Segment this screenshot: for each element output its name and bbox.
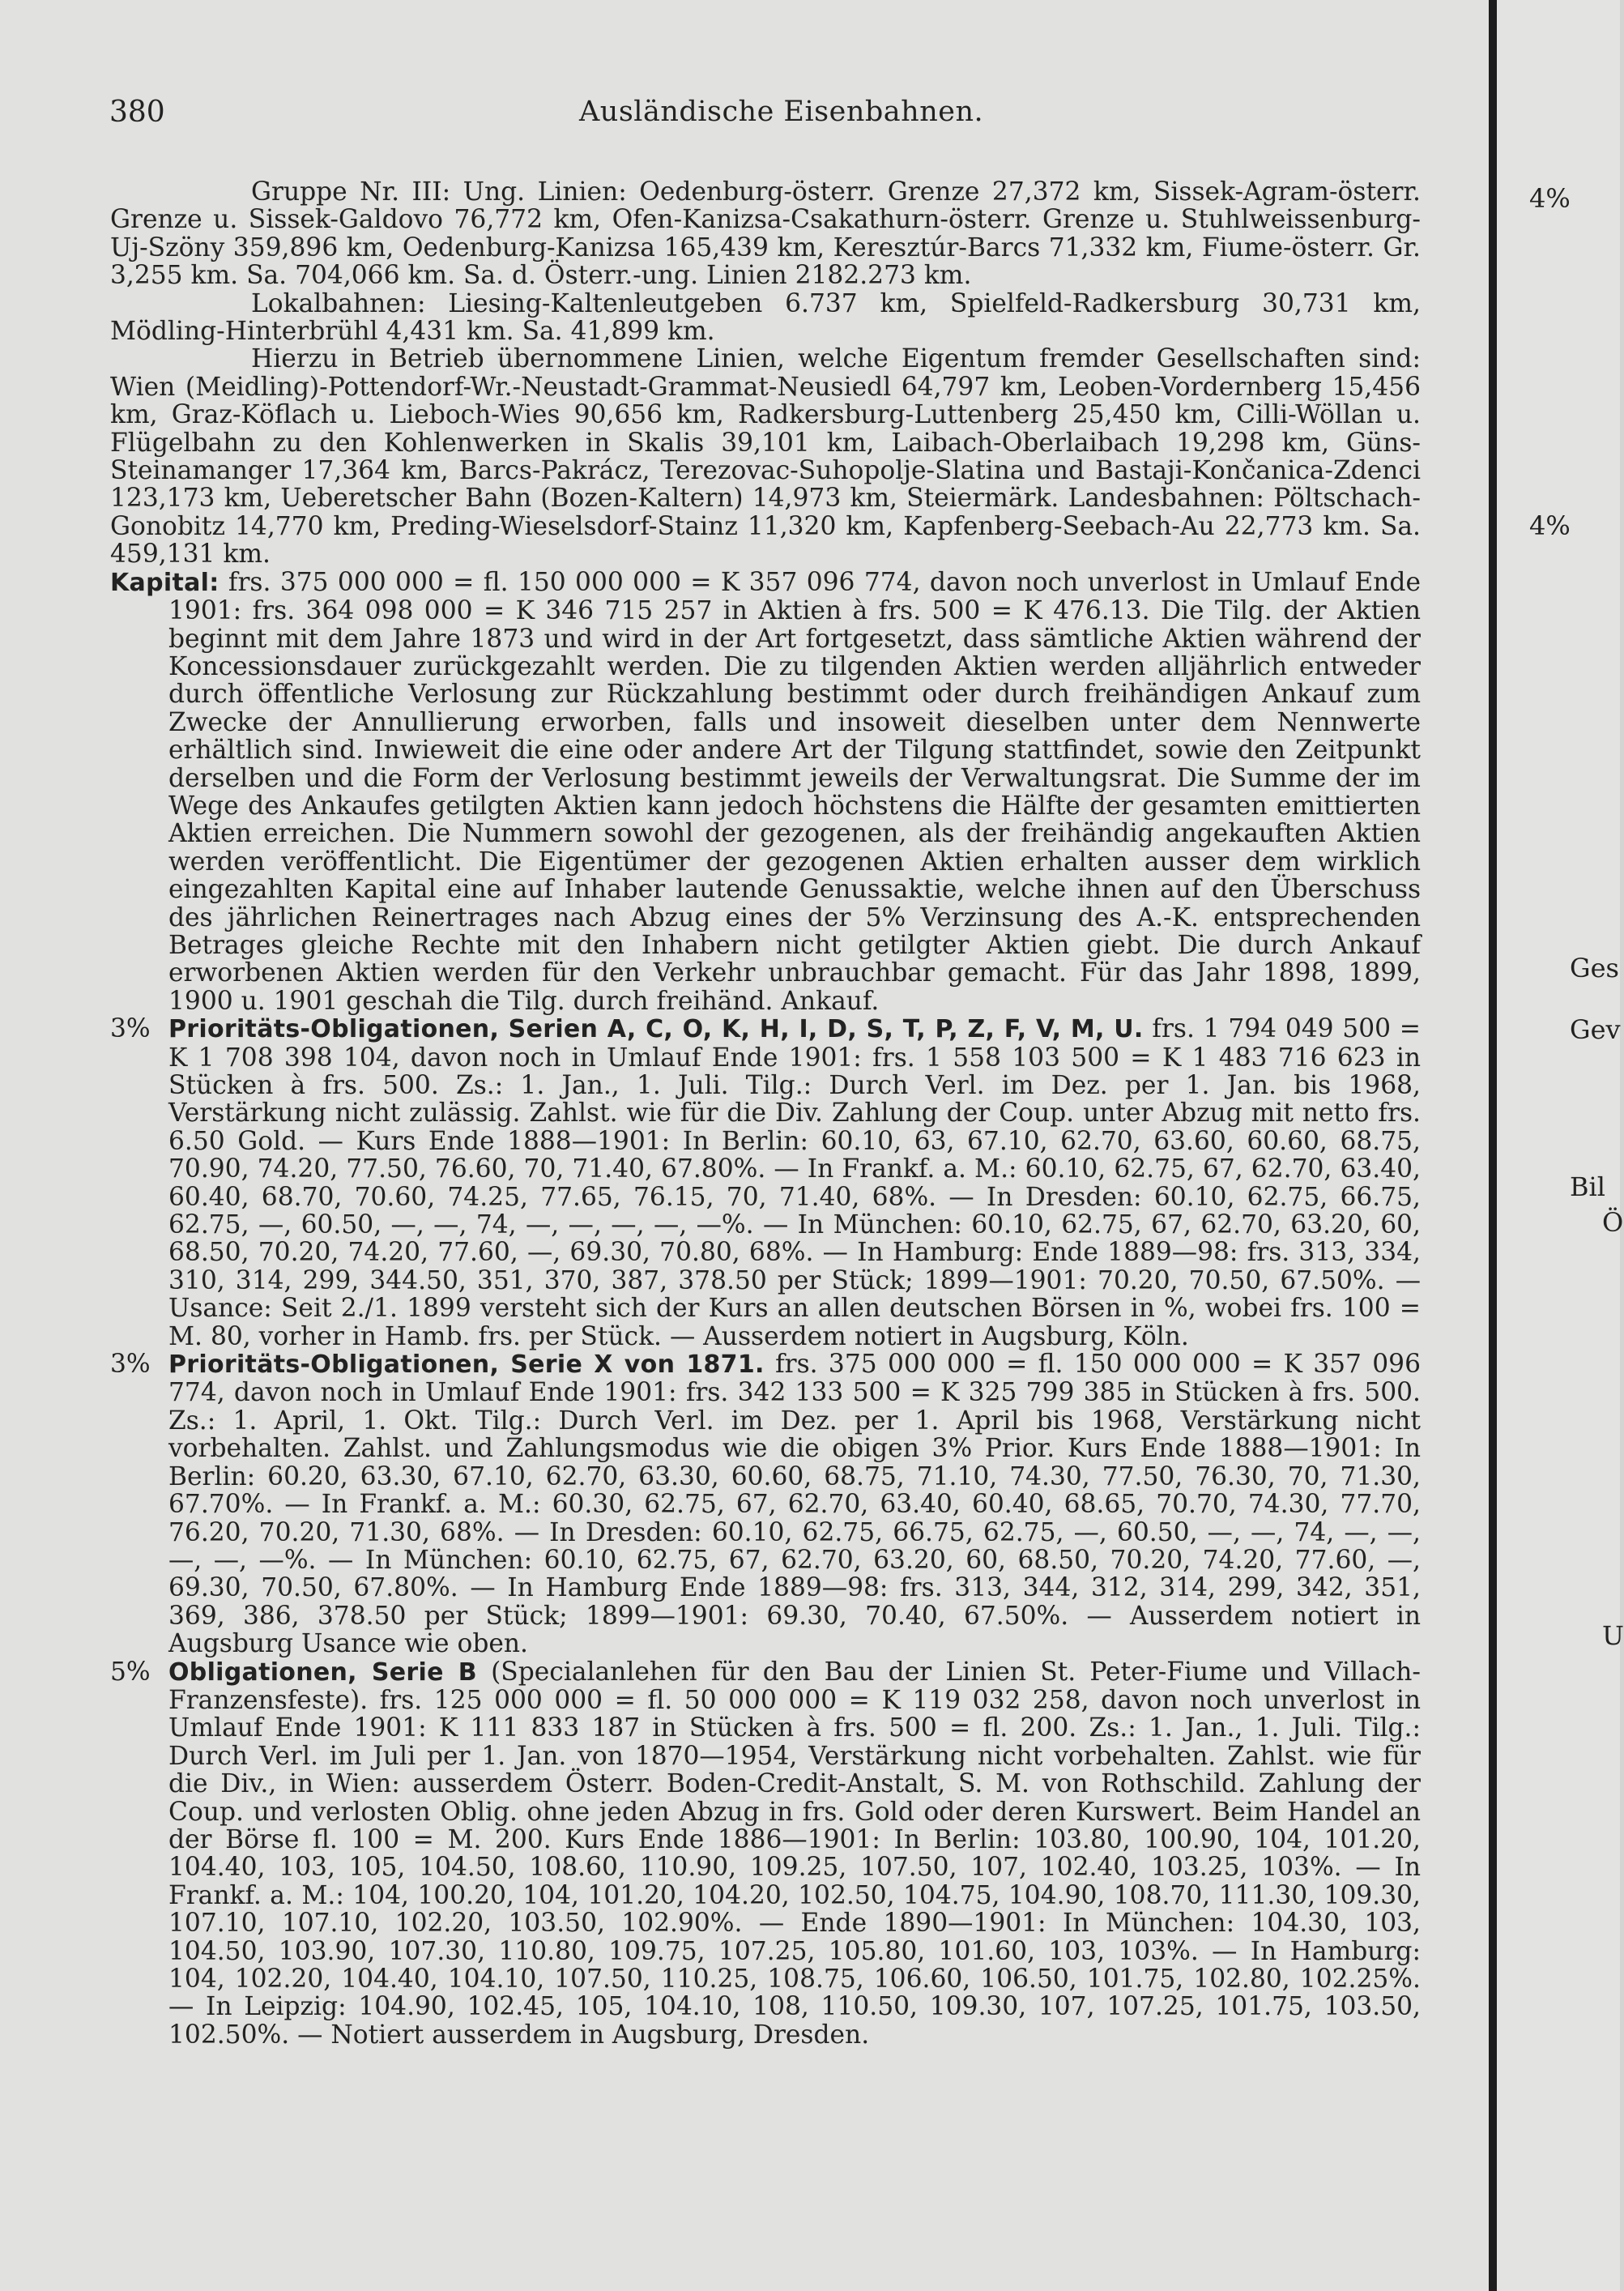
running-head: Ausländische Eisenbahnen. xyxy=(579,96,984,128)
prio2-rate: 3% xyxy=(110,1350,151,1380)
section-prioritaets-obligationen-serie-x xyxy=(110,1350,1421,1657)
page-body xyxy=(110,178,1421,2049)
oblig-text: (Specialanlehen für den Bau der Linien St. Peter-Fiume und Villach-Franzensfeste). frs. 125 000 000 = fl. 50 000 000 = K 119 032 258, davon noch unverlost in Umlauf Ende 1901: K 111 833 187 in Stücken à frs. 500 = fl. 200. Zs.: 1. Jan., 1. Juli. Tilg.: Durch Verl. im Juli per 1. Jan. von 1870—1954, Verstärkung nicht vorbehalten. Zahlst. wie für die Div., in Wien: ausserdem Österr. Boden-Credit-Anstalt, S. M. von Rothschild. Zahlung der Coup. und verlosten Oblig. ohne jeden Abzug in frs. Gold oder deren Kurswert. Beim Handel an der Börse fl. 100 = M. 200. Kurs Ende 1886—1901: In Berlin: 103.80, 100.90, 104, 101.20, 104.40, 103, 105, 104.50, 108.60, 110.90, 109.25, 107.50, 107, 102.40, 103.25, 103%. — In Frankf. a. M.: 104, 100.20, 104, 101.20, 104.20, 102.50, 104.75, 104.90, 108.70, 111.30, 109.30, 107.10, 107.10, 102.20, 103.50, 102.90%. — Ende 1890—1901: In München: 104.30, 103, 104.50, 103.90, 107.30, 110.80, 109.75, 107.25, 105.80, 101.60, 103, 103%. — In Hamburg: 104, 102.20, 104.40, 104.10, 107.50, 110.25, 108.75, 106.60, 106.50, 101.75, 102.80, 102.25%. — In Leipzig: 104.90, 102.45, 105, 104.10, 108, 110.50, 109.30, 107, 107.25, 101.75, 103.50, 102.50%. — Notiert ausserdem in Augsburg, Dresden. xyxy=(168,1657,1422,2050)
prio2-label: Prioritäts-Obligationen, Serie X von 1871. xyxy=(168,1350,765,1380)
next-page-fragment: 4% xyxy=(1529,510,1571,541)
next-page-fragment: Bil xyxy=(1570,1171,1605,1202)
page-number: 380 xyxy=(109,96,165,129)
paragraph-lokalbahnen: Lokalbahnen: Liesing-Kaltenleutgeben 6.737 km, Spielfeld-Radkersburg 30,731 km, Mödling-Hinterbrühl 4,431 km. Sa. 41,899 km. xyxy=(110,288,1421,347)
oblig-rate: 5% xyxy=(110,1657,151,1687)
next-page-fragment: U xyxy=(1602,1620,1624,1651)
next-page-fragment: 4% xyxy=(1529,183,1571,214)
adjacent-page-edge xyxy=(1497,0,1624,2291)
prio1-rate: 3% xyxy=(110,1014,151,1044)
prio1-text: frs. 1 794 049 500 = K 1 708 398 104, davon noch in Umlauf Ende 1901: frs. 1 558 103 500 = K 1 483 716 623 in Stücken à frs. 500. Zs.: 1. Jan., 1. Juli. Tilg.: Durch Verl. im Dez. per 1. Jan. bis 1968, Verstärkung nicht zulässig. Zahlst. wie für die Div. Zahlung der Coup. unter Abzug mit netto frs. 6.50 Gold. — Kurs Ende 1888—1901: In Berlin: 60.10, 63, 67.10, 62.70, 63.60, 60.60, 68.75, 70.90, 74.20, 77.50, 76.60, 70, 71.40, 67.80%. — In Frankf. a. M.: 60.10, 62.75, 67, 62.70, 63.40, 60.40, 68.70, 70.60, 74.25, 77.65, 76.15, 70, 71.40, 68%. — In Dresden: 60.10, 62.75, 66.75, 62.75, —, 60.50, —, —, 74, —, —, —, —, —%. — In München: 60.10, 62.75, 67, 62.70, 63.20, 60, 68.50, 70.20, 74.20, 77.60, —, 69.30, 70.80, 68%. — In Hamburg: Ende 1889—98: frs. 313, 334, 310, 314, 299, 344.50, 351, 370, 387, 378.50 per Stück; 1899—1901: 70.20, 70.50, 67.50%. — Usance: Seit 2./1. 1899 versteht sich der Kurs an allen deutschen Börsen in %, wobei frs. 100 = M. 80, vorher in Hamb. frs. per Stück. — Ausserdem notiert in Augsburg, Köln. xyxy=(168,1014,1422,1351)
section-prioritaets-obligationen-serien xyxy=(110,1015,1421,1350)
paragraph-gruppe: Gruppe Nr. III: Ung. Linien: Oedenburg-österr. Grenze 27,372 km, Sissek-Agram-österr. Grenze u. Sissek-Galdovo 76,772 km, Ofen-Kanizsa-Csakathurn-österr. Grenze u. Stuhlweissenburg-Uj-Szöny 359,896 km, Oedenburg-Kanizsa 165,439 km, Keresztúr-Barcs 71,332 km, Fiume-österr. Gr. 3,255 km. Sa. 704,066 km. Sa. d. Österr.-ung. Linien 2182.273 km. xyxy=(110,177,1421,291)
book-gutter xyxy=(1489,0,1497,2291)
kapital-text: frs. 375 000 000 = fl. 150 000 000 = K 357 096 774, davon noch unverlost in Umlauf Ende 1901: frs. 364 098 000 = K 346 715 257 in Aktien à frs. 500 = K 476.13. Die Tilg. der Aktien beginnt mit dem Jahre 1873 und wird in der Art fortgesetzt, dass sämtliche Aktien während der Koncessionsdauer zurückgezahlt werden. Die zu tilgenden Aktien werden alljährlich entweder durch öffentliche Verlosung zur Rückzahlung bestimmt oder durch freihändigen Ankauf zum Zwecke der Annullierung erworben, falls und insoweit dieselben unter dem Nennwerte erhältlich sind. Inwieweit die eine oder andere Art der Tilgung stattfindet, sowie den Zeitpunkt derselben und die Form der Verlosung bestimmt jeweils der Verwaltungsrat. Die Summe der im Wege des Ankaufes getilgten Aktien kann jedoch höchstens die Hälfte der gesamten emittierten Aktien erreichen. Die Nummern sowohl der gezogenen, als der freihändig angekauften Aktien werden veröffentlicht. Die Eigentümer der gezogenen Aktien erhalten ausser dem wirklich eingezahlten Kapital eine auf Inhaber lautende Genussaktie, welche ihnen auf den Überschuss des jährlichen Reinertrages nach Abzug eines der 5% Verzinsung des A.-K. entsprechenden Betrages gleiche Rechte mit den Inhabern nicht getilgter Aktien giebt. Die durch Ankauf erworbenen Aktien werden für den Verkehr unbrauchbar gemacht. Für das Jahr 1898, 1899, 1900 u. 1901 geschah die Tilg. durch freihänd. Ankauf. xyxy=(168,567,1421,1016)
section-kapital xyxy=(110,569,1421,1016)
oblig-label: Obligationen, Serie B xyxy=(168,1657,477,1687)
kapital-label: Kapital: xyxy=(110,568,220,597)
section-obligationen-serie-b xyxy=(110,1658,1421,2050)
prio1-label: Prioritäts-Obligationen, Serien A, C, O, K, H, I, D, S, T, P, Z, F, V, M, U. xyxy=(168,1015,1144,1044)
paragraph-hierzu: Hierzu in Betrieb übernommene Linien, welche Eigentum fremder Gesellschaften sind: Wien (Meidling)-Pottendorf-Wr.-Neustadt-Grammat-Neusiedl 64,797 km, Leoben-Vordernberg 15,456 km, Graz-Köflach u. Lieboch-Wies 90,656 km, Radkersburg-Luttenberg 25,450 km, Cilli-Wöllan u. Flügelbahn zu den Kohlenwerken in Skalis 39,101 km, Laibach-Oberlaibach 19,298 km, Güns-Steinamanger 17,364 km, Barcs-Pakrácz, Terezovac-Suhopolje-Slatina und Bastaji-Končanica-Zdenci 123,173 km, Ueberetscher Bahn (Bozen-Kaltern) 14,973 km, Steiermärk. Landesbahnen: Pöltschach-Gonobitz 14,770 km, Preding-Wieselsdorf-Stainz 11,320 km, Kapfenberg-Seebach-Au 22,773 km. Sa. 459,131 km. xyxy=(110,344,1421,570)
prio2-text: frs. 375 000 000 = fl. 150 000 000 = K 357 096 774, davon noch in Umlauf Ende 1901: frs. 342 133 500 = K 325 799 385 in Stücken à frs. 500. Zs.: 1. April, 1. Okt. Tilg.: Durch Verl. im Dez. per 1. April bis 1968, Verstärkung nicht vorbehalten. Zahlst. und Zahlungsmodus wie die obigen 3% Prior. Kurs Ende 1888—1901: In Berlin: 60.20, 63.30, 67.10, 62.70, 63.30, 60.60, 68.75, 71.10, 74.30, 77.50, 76.30, 70, 71.30, 67.70%. — In Frankf. a. M.: 60.30, 62.75, 67, 62.70, 63.40, 60.40, 68.65, 70.70, 74.30, 77.70, 76.20, 70.20, 71.30, 68%. — In Dresden: 60.10, 62.75, 66.75, 62.75, —, 60.50, —, —, 74, —, —, —, —, —%. — In München: 60.10, 62.75, 67, 62.70, 63.20, 60, 68.50, 70.20, 74.20, 77.60, —, 69.30, 70.50, 67.80%. — In Hamburg Ende 1889—98: frs. 313, 344, 312, 314, 299, 342, 351, 369, 386, 378.50 per Stück; 1899—1901: 69.30, 70.40, 67.50%. — Ausserdem notiert in Augsburg Usance wie oben. xyxy=(168,1350,1421,1659)
next-page-fragment: Gev xyxy=(1570,1014,1621,1045)
next-page-fragment: Ges xyxy=(1570,953,1619,983)
next-page-fragment: Ö xyxy=(1602,1207,1624,1238)
